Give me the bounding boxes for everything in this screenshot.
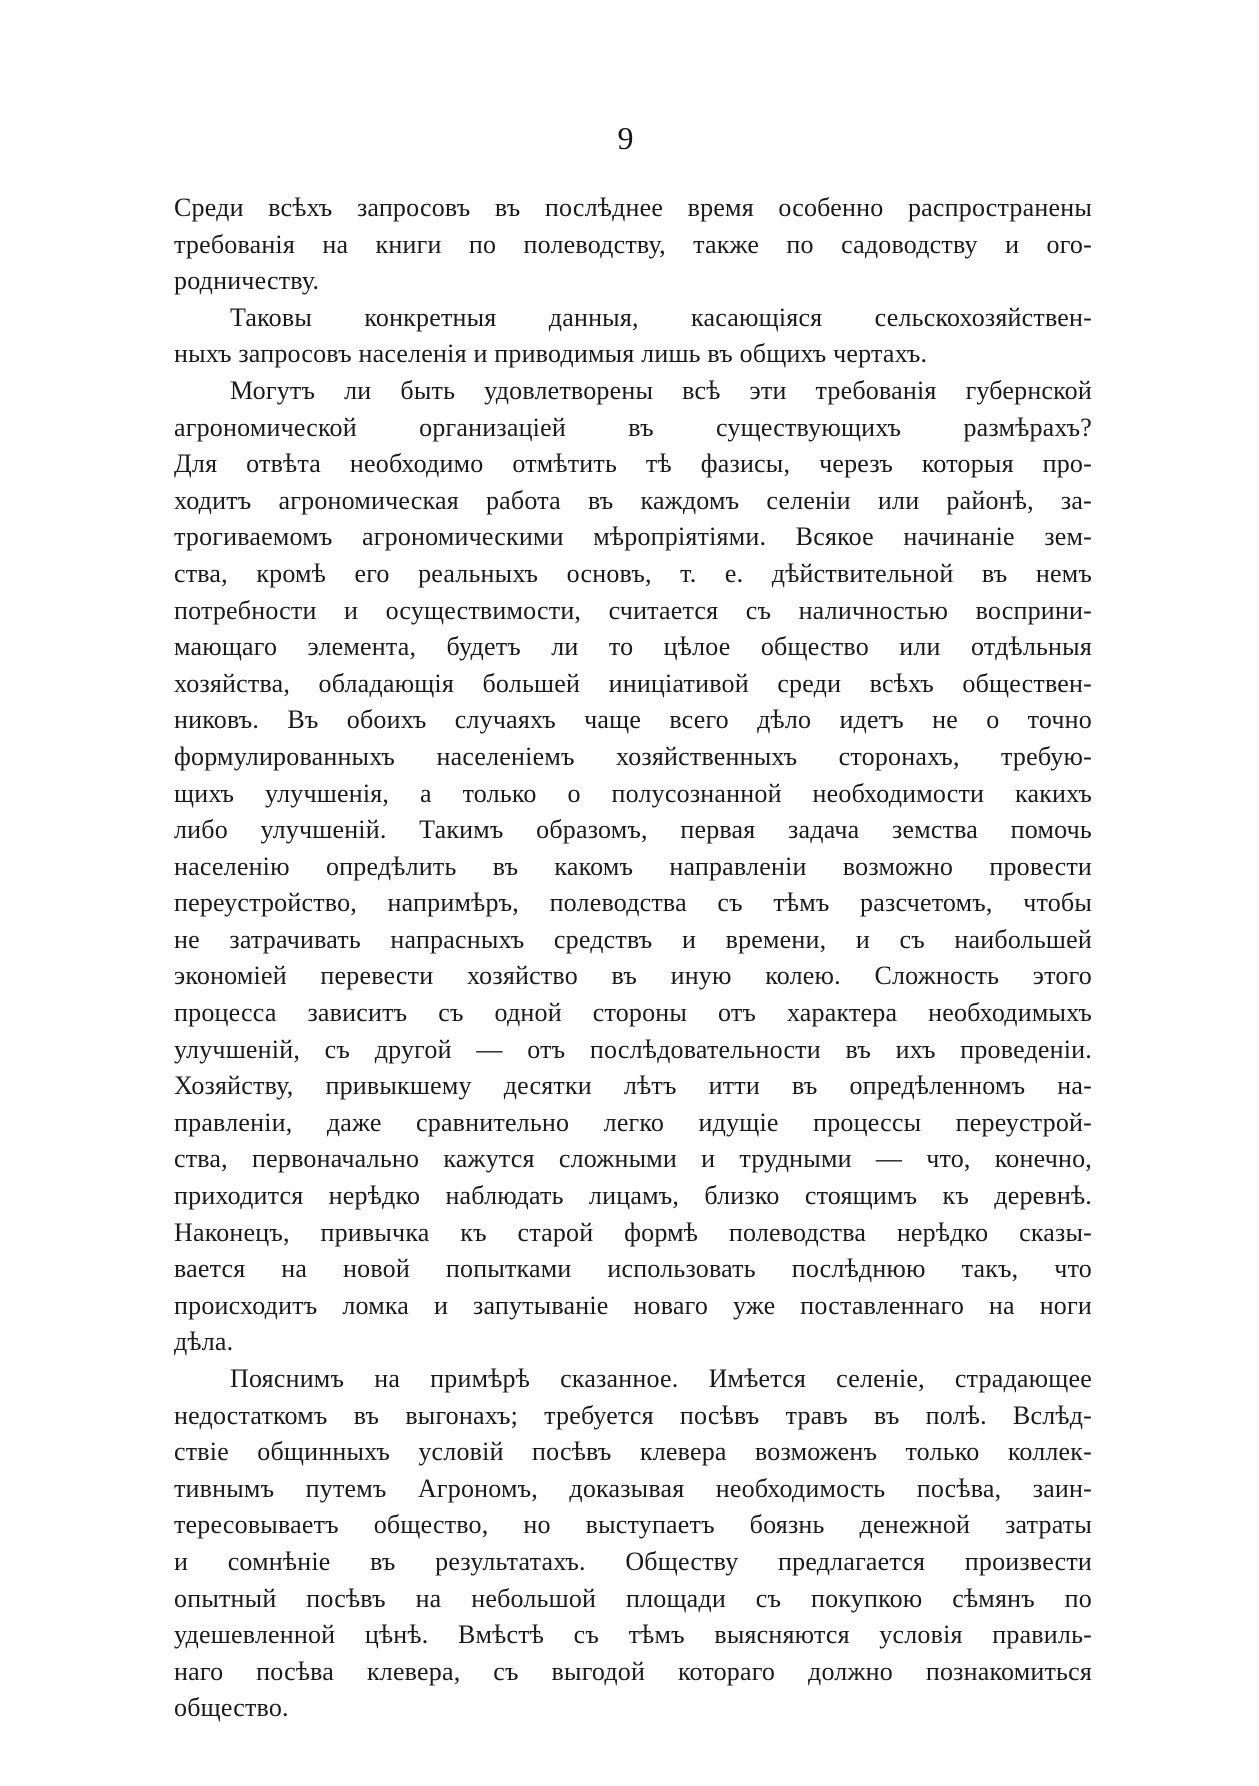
paragraph (174, 300, 1092, 373)
text-line: улучшеній, съ другой — отъ послѣдовательности въ ихъ проведеніи. (174, 1034, 1092, 1064)
text-line: Для отвѣта необходимо отмѣтить тѣ фазисы, черезъ которыя про- (174, 449, 1092, 479)
text-line: Хозяйству, привыкшему десятки лѣтъ итти въ опредѣленномъ на- (174, 1071, 1092, 1101)
text-line: опытный посѣвъ на небольшой площади съ покупкою сѣмянъ по (174, 1583, 1092, 1613)
page-number: 9 (617, 120, 634, 156)
text-line: родничеству. (174, 266, 320, 296)
text-line: ствіе общинныхъ условій посѣвъ клевера возможенъ только коллек- (174, 1437, 1092, 1467)
text-line: процесса зависитъ съ одной стороны отъ характера необходимыхъ (174, 998, 1092, 1028)
text-line: ныхъ запросовъ населенія и приводимыя лишь въ общихъ чертахъ. (174, 339, 928, 369)
text-line: хозяйства, обладающія большей иниціативой среди всѣхъ обществен- (174, 668, 1092, 698)
text-line: переустройство, напримѣръ, полеводства съ тѣмъ разсчетомъ, чтобы (174, 888, 1092, 918)
text-line: происходитъ ломка и запутываніе новаго уже поставленнаго на ноги (174, 1290, 1092, 1320)
text-line: потребности и осуществимости, считается съ наличностью восприни- (174, 595, 1092, 625)
text-line: недостаткомъ въ выгонахъ; требуется посѣвъ травъ въ полѣ. Вслѣд- (174, 1400, 1092, 1430)
text-line: общество. (174, 1693, 289, 1723)
text-line: наго посѣва клевера, съ выгодой котораго должно познакомиться (174, 1656, 1092, 1686)
text-line: Могутъ ли быть удовлетворены всѣ эти требованія губернской (230, 375, 1092, 405)
text-line: экономіей перевести хозяйство въ иную колею. Сложность этого (174, 961, 1092, 991)
text-line: мающаго элемента, будетъ ли то цѣлое общество или отдѣльныя (174, 632, 1092, 662)
text-line: ства, кромѣ его реальныхъ основъ, т. е. дѣйствительной въ немъ (174, 558, 1092, 588)
text-line: приходится нерѣдко наблюдать лицамъ, близко стоящимъ къ деревнѣ. (174, 1181, 1092, 1211)
paragraph (174, 373, 1092, 1361)
text-line: населенію опредѣлить въ какомъ направленіи возможно провести (174, 851, 1092, 881)
text-line: вается на новой попытками использовать послѣднюю такъ, что (174, 1254, 1092, 1284)
text-line: формулированныхъ населеніемъ хозяйственныхъ сторонахъ, требую- (174, 741, 1092, 771)
text-line: либо улучшеній. Такимъ образомъ, первая задача земства помочь (174, 815, 1092, 845)
text-line: и сомнѣніе въ результатахъ. Обществу предлагается произвести (174, 1546, 1092, 1576)
text-line: щихъ улучшенія, а только о полусознанной необходимости какихъ (174, 778, 1092, 808)
text-line: требованія на книги по полеводству, также по садоводству и ого- (174, 229, 1092, 259)
text-line: Таковы конкретныя данныя, касающіяся сельскохозяйствен- (230, 302, 1092, 332)
text-line: ходитъ агрономическая работа въ каждомъ селеніи или районѣ, за- (174, 485, 1092, 515)
paragraph (174, 1361, 1092, 1727)
text-line: агрономической организаціей въ существующихъ размѣрахъ? (174, 412, 1092, 442)
text-line: не затрачивать напрасныхъ средствъ и времени, и съ наибольшей (174, 924, 1092, 954)
text-line: дѣла. (174, 1327, 234, 1357)
text-line: никовъ. Въ обоихъ случаяхъ чаще всего дѣло идетъ не о точно (174, 705, 1092, 735)
text-line: тивнымъ путемъ Агрономъ, доказывая необходимость посѣва, заин- (174, 1473, 1092, 1503)
text-line: ства, первоначально кажутся сложными и трудными — что, конечно, (174, 1144, 1092, 1174)
text-line: тересовываетъ общество, но выступаетъ боязнь денежной затраты (174, 1510, 1092, 1540)
text-line: трогиваемомъ агрономическими мѣропріятіями. Всякое начинаніе зем- (174, 522, 1092, 552)
text-line: Среди всѣхъ запросовъ въ послѣднее время особенно распространены (174, 193, 1092, 222)
text-line: удешевленной цѣнѣ. Вмѣстѣ съ тѣмъ выясняются условія правиль- (174, 1620, 1092, 1650)
text-line: Наконецъ, привычка къ старой формѣ полеводства нерѣдко сказы- (174, 1217, 1092, 1247)
paragraph (174, 190, 1092, 300)
text-line: правленіи, даже сравнительно легко идущіе процессы переустрой- (174, 1107, 1092, 1137)
body-text (174, 190, 1092, 1727)
text-line: Пояснимъ на примѣрѣ сказанное. Имѣется селеніе, страдающее (230, 1364, 1092, 1393)
